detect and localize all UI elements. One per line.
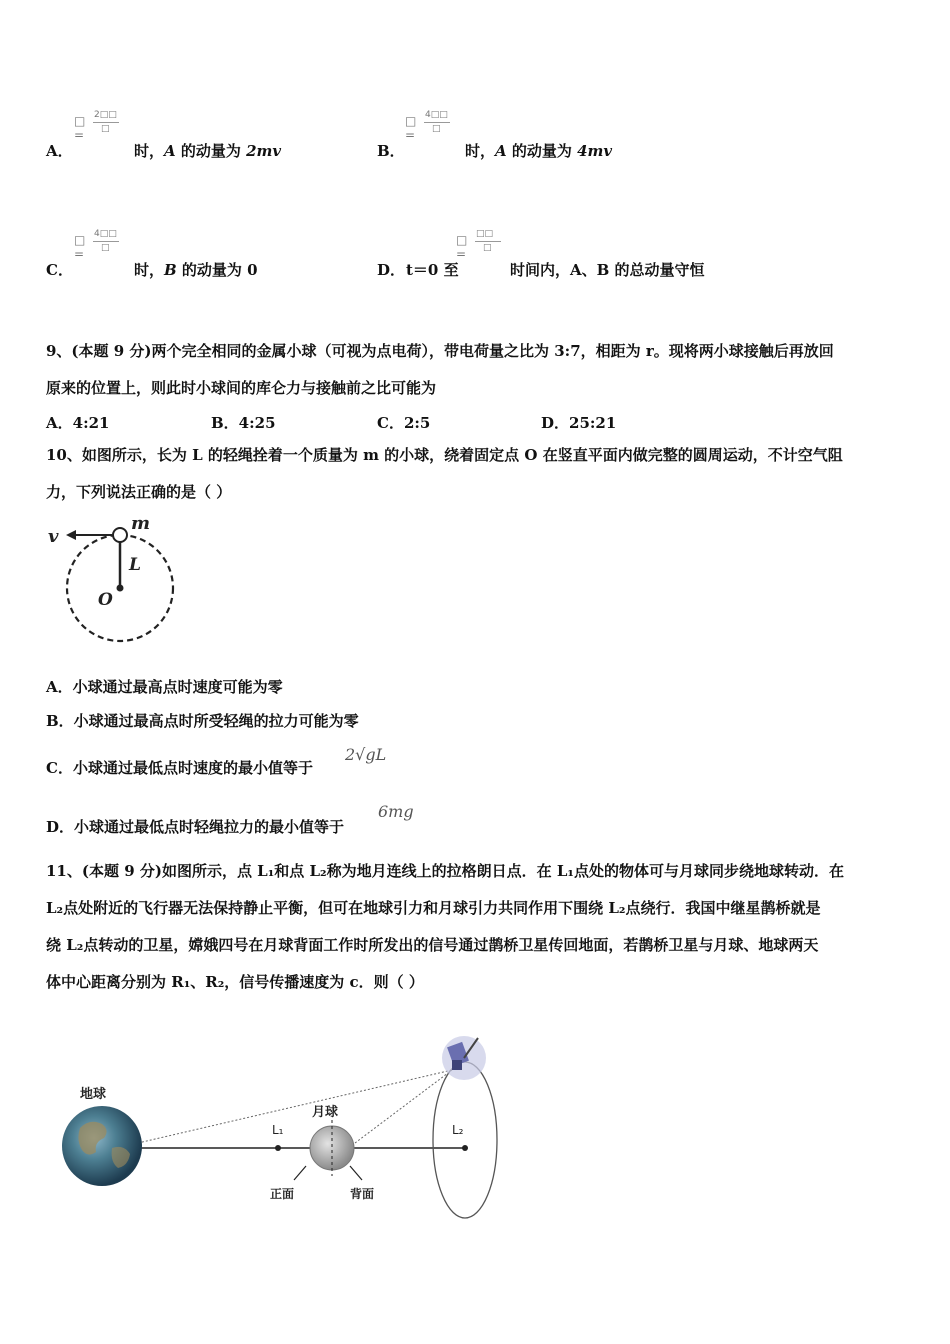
label-back: 背面 — [350, 1187, 375, 1201]
label-l2: L₂ — [452, 1123, 464, 1137]
label-v: v — [48, 526, 59, 547]
option-pre: t＝0 至 — [406, 261, 459, 279]
option-text: 时间内，A、B 的总动量守恒 — [510, 261, 705, 279]
q10-option-a[interactable]: A．小球通过最高点时速度可能为零 — [46, 678, 283, 696]
option-label: D． — [377, 261, 406, 279]
option-label: C． — [46, 261, 73, 279]
label-m: m — [131, 513, 151, 534]
circular-motion-figure — [40, 510, 190, 650]
option-text: 时，B 的动量为 0 — [134, 261, 258, 279]
question-11-line-3: 绕 L₂点转动的卫星，嫦娥四号在月球背面工作时所发出的信号通过鹊桥卫星传回地面，若鹊桥卫星与月球、地球两天 — [46, 936, 819, 954]
l2-orbit — [433, 1062, 497, 1218]
arrow-head-icon — [66, 530, 76, 540]
option-c-text: C．小球通过最低点时速度的最小值等于 — [46, 759, 313, 777]
label-earth: 地球 — [80, 1087, 107, 1102]
question-10-line-1: 10、如图所示，长为 L 的轻绳拴着一个质量为 m 的小球，绕着固定点 O 在竖直平面内做完整的圆周运动，不计空气阻 — [46, 446, 843, 464]
question-9 — [46, 333, 906, 407]
pointer-front — [294, 1166, 306, 1180]
ball — [113, 528, 127, 542]
option-text: 时，A 的动量为 4mv — [465, 142, 613, 160]
option-d-math: 6mg — [378, 802, 414, 821]
label-moon: 月球 — [312, 1105, 339, 1120]
label-front: 正面 — [270, 1187, 295, 1201]
option-c-math: 2√gL — [345, 745, 387, 764]
question-11-line-1: 11、(本题 9 分)如图所示，点 L₁和点 L₂称为地月连线上的拉格朗日点．在 L₁点处的物体可与月球同步绕地球转动．在 — [46, 862, 844, 880]
option-label: B． — [377, 142, 405, 160]
lagrange-point-figure — [50, 1030, 510, 1230]
l2-point — [462, 1145, 468, 1151]
option-label: A． — [46, 142, 73, 160]
option-d-text: D．小球通过最低点时轻绳拉力的最小值等于 — [46, 818, 345, 836]
q10-option-b[interactable]: B．小球通过最高点时所受轻绳的拉力可能为零 — [46, 712, 359, 730]
option-text: 时，A 的动量为 2mv — [134, 142, 282, 160]
q9-option-b[interactable]: B．4:25 — [211, 414, 276, 432]
pivot-point — [117, 585, 124, 592]
q9-option-c[interactable]: C．2:5 — [377, 414, 431, 432]
question-10 — [46, 437, 906, 511]
l1-point — [275, 1145, 281, 1151]
question-11 — [46, 853, 906, 1001]
pointer-back — [350, 1166, 362, 1180]
q9-option-d[interactable]: D．25:21 — [541, 414, 617, 432]
label-L: L — [129, 555, 141, 575]
earth-icon — [62, 1106, 142, 1186]
question-9-line-1: 9、(本题 9 分)两个完全相同的金属小球（可视为点电荷），带电荷量之比为 3:7，相距为 r。现将两小球接触后再放回 — [46, 342, 834, 360]
q9-option-a[interactable]: A．4:21 — [46, 414, 110, 432]
question-10-line-2: 力，下列说法正确的是（ ） — [46, 483, 232, 501]
question-11-line-2: L₂点处附近的飞行器无法保持静止平衡，但可在地球引力和月球引力共同作用下围绕 L₂点绕行．我国中继星鹊桥就是 — [46, 899, 821, 917]
label-l1: L₁ — [272, 1123, 284, 1137]
signal-line-earth — [138, 1070, 452, 1143]
question-9-line-2: 原来的位置上，则此时小球间的库仑力与接触前之比可能为 — [46, 379, 437, 397]
relay-satellite-icon — [442, 1036, 486, 1080]
label-O: O — [98, 590, 113, 610]
question-11-line-4: 体中心距离分别为 R₁、R₂，信号传播速度为 c．则（ ） — [46, 973, 424, 991]
